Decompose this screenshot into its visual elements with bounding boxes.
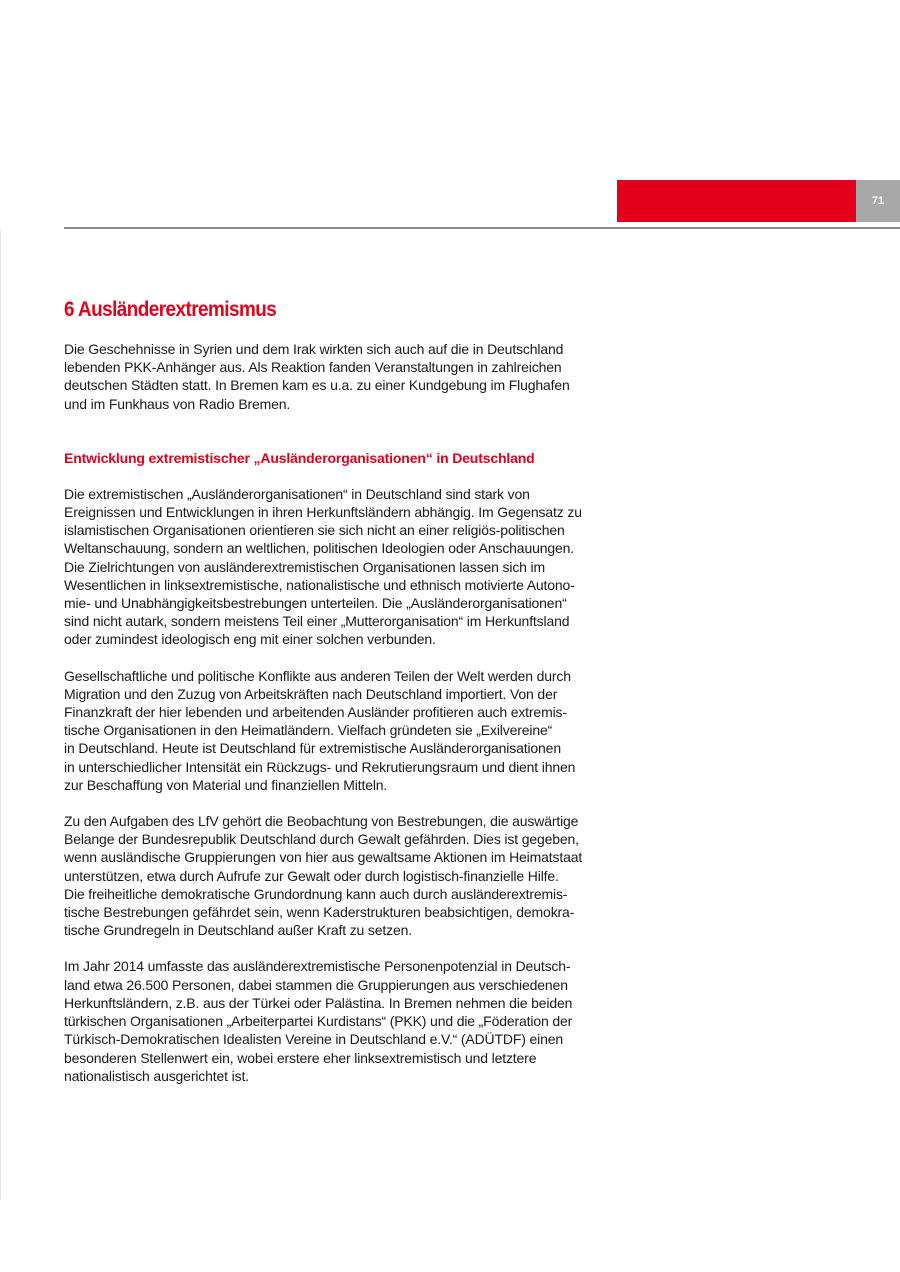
text-line: islamistischen Organisationen orientieren sie sich nicht an einer religiös-politischen (64, 522, 565, 539)
text-line: tische Organisationen in den Heimatländern. Vielfach gründeten sie „Exilvereine“ (64, 722, 553, 739)
section-heading: Entwicklung extremistischer „Ausländerorganisationen“ in Deutschland (64, 449, 535, 466)
text-line: zur Beschaffung von Material und finanziellen Mitteln. (64, 776, 388, 793)
body-paragraph-3 (64, 812, 620, 939)
text-line: Wesentlichen in linksextremistische, nationalistische und ethnisch motivierte Autono- (64, 576, 575, 593)
text-line: türkischen Organisationen „Arbeiterpartei Kurdistans“ (PKK) und die „Föderation der (64, 1013, 573, 1030)
text-line: in Deutschland. Heute ist Deutschland für extremistische Ausländerorganisationen (64, 740, 561, 757)
text-line: mie- und Unabhängigkeitsbestrebungen unterteilen. Die „Ausländerorganisationen“ (64, 595, 567, 612)
text-line: Die Zielrichtungen von ausländerextremistischen Organisationen lassen sich im (64, 558, 546, 575)
text-line: wenn ausländische Gruppierungen von hier aus gewaltsame Aktionen im Heimatstaat (64, 849, 583, 866)
text-line: land etwa 26.500 Personen, dabei stammen die Gruppierungen aus verschiedenen (64, 976, 568, 993)
text-line: in unterschiedlicher Intensität ein Rückzugs- und Rekrutierungsraum und dient ihnen (64, 758, 576, 775)
text-line: Weltanschauung, sondern an weltlichen, politischen Ideologien oder Anschauungen. (64, 540, 574, 557)
text-line: tische Grundregeln in Deutschland außer Kraft zu setzen. (64, 922, 413, 939)
page-number-tab (856, 180, 900, 222)
page-number: 71 (871, 195, 885, 207)
text-line: Belange der Bundesrepublik Deutschland durch Gewalt gefährden. Dies ist gegeben, (64, 831, 579, 848)
chapter-title: 6 Ausländerextremismus (64, 298, 277, 321)
text-line: sind nicht autark, sondern meistens Teil einer „Mutterorganisation“ im Herkunftsland (64, 613, 570, 630)
body-paragraph-4 (64, 957, 620, 1084)
text-line: unterstützen, etwa durch Aufrufe zur Gewalt oder durch logistisch-finanzielle Hilfe. (64, 867, 559, 884)
text-line: Herkunftsländern, z.B. aus der Türkei oder Palästina. In Bremen nehmen die beiden (64, 994, 573, 1011)
text-line: deutschen Städten statt. In Bremen kam es u.a. zu einer Kundgebung im Flughafen (64, 377, 570, 394)
text-line: Ereignissen und Entwicklungen in ihren Herkunftsländern abhängig. Im Gegensatz zu (64, 504, 582, 521)
header-accent-bar (617, 180, 856, 222)
text-line: lebenden PKK-Anhänger aus. Als Reaktion fanden Veranstaltungen in zahlreichen (64, 359, 562, 376)
page-content (64, 296, 620, 1085)
body-paragraph-2 (64, 667, 620, 794)
text-line: Im Jahr 2014 umfasste das ausländerextremistische Personenpotenzial in Deutsch- (64, 958, 571, 975)
intro-paragraph (64, 340, 620, 413)
header-rule (64, 227, 900, 229)
text-line: und im Funkhaus von Radio Bremen. (64, 395, 291, 412)
text-line: oder zumindest ideologisch eng mit einer solchen verbunden. (64, 631, 436, 648)
text-line: Finanzkraft der hier lebenden und arbeitenden Ausländer profitieren auch extremis- (64, 704, 567, 721)
text-line: Die freiheitliche demokratische Grundordnung kann auch durch ausländerextremis- (64, 885, 568, 902)
page-edge-line (0, 230, 1, 1200)
body-paragraph-1 (64, 485, 620, 649)
text-line: tische Bestrebungen gefährdet sein, wenn Kaderstrukturen beabsichtigen, demokra- (64, 904, 575, 921)
text-line: Die Geschehnisse in Syrien und dem Irak wirkten sich auch auf die in Deutschland (64, 341, 564, 357)
text-line: Migration und den Zuzug von Arbeitskräften nach Deutschland importiert. Von der (64, 685, 558, 702)
text-line: nationalistisch ausgerichtet ist. (64, 1067, 249, 1084)
text-line: Gesellschaftliche und politische Konflikte aus anderen Teilen der Welt werden durch (64, 667, 571, 684)
text-line: Türkisch-Demokratischen Idealisten Vereine in Deutschland e.V.“ (ADÜTDF) einen (64, 1031, 564, 1048)
text-line: Zu den Aufgaben des LfV gehört die Beobachtung von Bestrebungen, die auswärtige (64, 813, 579, 830)
text-line: besonderen Stellenwert ein, wobei erstere eher linksextremistisch und letztere (64, 1049, 537, 1066)
text-line: Die extremistischen „Ausländerorganisationen“ in Deutschland sind stark von (64, 485, 530, 502)
